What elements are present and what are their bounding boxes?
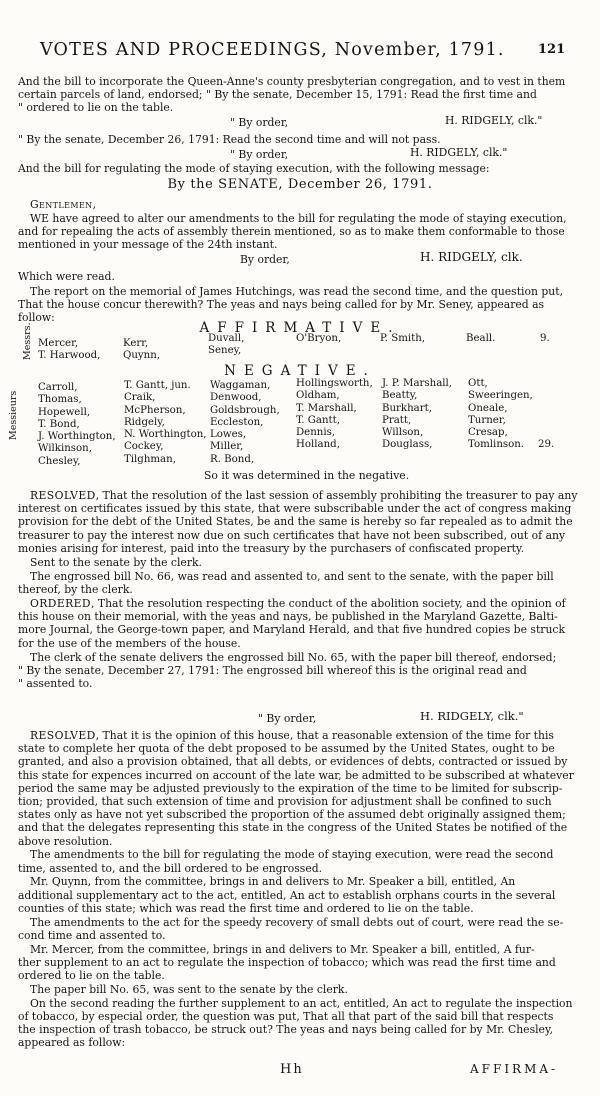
- line-text: Mr. Quynn, from the committee, brings in and delivers to Mr. Speaker a bill, entitled, An: [30, 875, 516, 889]
- line-text: this house on their memorial, with the yeas and nays, be published in the Maryland Gazette, Balti-: [18, 610, 558, 624]
- page-footer: [0, 1062, 600, 1082]
- text-line: [18, 1036, 588, 1049]
- member-name: Duvall,: [208, 333, 245, 344]
- text-line: [18, 755, 588, 768]
- line-text: , That it is the opinion of this house, that a reasonable extension of the time for this: [95, 729, 554, 742]
- member-name: Turner,: [468, 414, 506, 426]
- by-order: " By order,: [258, 712, 317, 725]
- line-text: period the same may be adjusted previously to the expiration of the time to be limited for subscrip-: [18, 781, 563, 795]
- line-text: The engrossed bill No. 66, was read and assented to, and sent to the senate, with the paper bill: [30, 569, 554, 583]
- vote-column: [382, 378, 452, 452]
- messrs-label: Messrs.: [22, 322, 33, 360]
- text-line: [18, 902, 588, 915]
- member-name: P. Smith,: [380, 333, 426, 344]
- text-line: That the house concur therewith? The yeas and nays being called for by Mr. Seney, appeared as: [18, 298, 545, 311]
- member-name: T. Marshall,: [296, 402, 357, 414]
- text-line: [18, 821, 588, 834]
- member-name: Burkhart,: [382, 402, 432, 414]
- vote-column: [296, 333, 341, 345]
- vote-total: [540, 333, 550, 345]
- text-line: [18, 1010, 588, 1023]
- text-line: [30, 875, 588, 888]
- text-line: " By the senate, December 26, 1791: Read the second time and will not pass.: [18, 133, 441, 146]
- member-name: Thomas,: [38, 394, 82, 406]
- text-line: and for repealing the acts of assembly therein mentioned, so as to make them conformable to those: [18, 225, 565, 238]
- text-line: [18, 529, 588, 542]
- vote-column: [466, 333, 495, 345]
- vote-count: [538, 403, 554, 415]
- line-text: interest on certificates issued by this state, that were subscribable under the act of congress making: [18, 502, 572, 516]
- member-name: T. Bond,: [38, 418, 80, 430]
- running-header: [0, 40, 600, 66]
- member-name: Holland,: [296, 439, 340, 451]
- text-line: And the bill to incorporate the Queen-Anne's county presbyterian congregation, and to vest in them: [18, 75, 566, 88]
- vote-count: 9.: [540, 333, 550, 344]
- text-line: [18, 583, 588, 596]
- member-name: Lowes,: [210, 429, 247, 441]
- vote-result: So it was determined in the negative.: [204, 469, 410, 482]
- text-line: [18, 502, 588, 515]
- text-line: [30, 983, 588, 996]
- clerk-signature: H. RIDGELY, clk.: [420, 251, 523, 264]
- text-line: [18, 929, 588, 942]
- member-name: Oldham,: [296, 390, 340, 402]
- member-name: Hopewell,: [38, 406, 91, 418]
- member-name: Cresap,: [468, 427, 508, 439]
- member-name: J. Worthington,: [38, 431, 116, 443]
- vote-column: [124, 380, 207, 466]
- vote-column: [210, 380, 280, 466]
- line-text: provision for the debt of the United States, be and the same is hereby so far repealed as to admit the: [18, 515, 573, 529]
- vote-count: [538, 390, 554, 402]
- clerk-signature: H. RIDGELY, clk.": [420, 710, 524, 723]
- line-text: " By the senate, December 27, 1791: The engrossed bill whereof this is the original read and: [18, 663, 527, 677]
- by-order: By order,: [240, 253, 290, 266]
- line-text: states only as have not yet subscribed the proportion of the assumed debt originally assigned them;: [18, 808, 566, 822]
- text-line: WE have agreed to alter our amendments to the bill for regulating the mode of staying execution,: [30, 212, 567, 225]
- text-line: [18, 515, 588, 528]
- text-line: [30, 651, 588, 664]
- text-line: [30, 729, 588, 742]
- text-line: [18, 956, 588, 969]
- text-line: mentioned in your message of the 24th instant.: [18, 238, 278, 251]
- vote-column: [468, 378, 533, 452]
- line-text: state to complete her quota of the debt proposed to be assumed by the United States, ought to be: [18, 742, 555, 756]
- member-name: T. Gantt, jun.: [124, 380, 191, 391]
- catchword: AFFIRMA-: [470, 1062, 559, 1076]
- line-text: appeared as follow:: [18, 1036, 126, 1050]
- text-line: [18, 782, 588, 795]
- clerk-signature: H. RIDGELY, clk.": [445, 114, 543, 127]
- member-name: Chesley,: [38, 455, 81, 467]
- text-line: [30, 489, 588, 502]
- clerk-signature: H. RIDGELY, clk.": [410, 146, 508, 159]
- member-name: Mercer,: [38, 338, 79, 349]
- member-name: Craik,: [124, 392, 156, 404]
- line-text: granted, and also a provision obtained, that all debts, or evidences of debts, contracted or issued by: [18, 755, 568, 769]
- line-text: The amendments to the bill for regulating the mode of staying execution, were read the second: [30, 848, 554, 862]
- resolution-headword: RESOLVED: [30, 489, 96, 502]
- member-name: Kerr,: [123, 338, 149, 349]
- salutation: Gentlemen,: [30, 198, 97, 211]
- line-text: of tobacco, by especial order, the question was put, That all that part of the said bill that respects: [18, 1009, 554, 1023]
- member-name: Cockey,: [124, 441, 164, 453]
- member-name: Oneale,: [468, 402, 508, 414]
- negative-heading: NEGATIVE.: [224, 363, 376, 379]
- member-name: Ridgely,: [124, 416, 165, 428]
- text-line: " ordered to lie on the table.: [18, 101, 174, 114]
- vote-count: [538, 378, 554, 390]
- member-name: R. Bond,: [210, 453, 255, 465]
- vote-total: [538, 378, 554, 452]
- resolution-headword: ORDERED: [30, 597, 91, 610]
- text-line: [30, 997, 588, 1010]
- member-name: O'Bryon,: [296, 333, 342, 344]
- text-line: [18, 808, 588, 821]
- text-line: [30, 570, 588, 583]
- vote-column: [38, 338, 100, 363]
- line-text: The paper bill No. 65, was sent to the senate by the clerk.: [30, 982, 348, 996]
- member-name: McPherson,: [124, 404, 186, 416]
- line-text: ther supplement to an act to regulate the inspection of tobacco; which was read the first time and: [18, 955, 556, 969]
- line-text: and that the delegates representing this state in the congress of the United States be notified of the: [18, 821, 568, 835]
- line-text: On the second reading the further supplement to an act, entitled, An act to regulate the inspection: [30, 996, 573, 1010]
- member-name: Beall.: [466, 333, 496, 344]
- vote-count: 29.: [538, 439, 555, 451]
- text-line: [18, 664, 588, 677]
- line-text: this state for expences incurred on account of the late war, be admitted to be subscribed at whatever: [18, 768, 574, 782]
- text-line: And the bill for regulating the mode of staying execution, with the following message:: [18, 162, 490, 175]
- messieurs-label: Messieurs: [8, 390, 19, 440]
- resolution-headword: RESOLVED: [30, 729, 96, 742]
- line-text: treasurer to pay the interest now due on such certificates that have not been subscribed, out of any: [18, 528, 566, 542]
- text-line: [18, 742, 588, 755]
- by-order: " By order,: [230, 148, 289, 161]
- by-order: " By order,: [230, 116, 289, 129]
- line-text: cond time and assented to.: [18, 928, 166, 942]
- text-line: The report on the memorial of James Hutchings, was read the second time, and the question put,: [30, 285, 564, 298]
- text-line: [18, 542, 588, 555]
- member-name: Waggaman,: [210, 380, 271, 391]
- affirmative-heading: AFFIRMATIVE.: [199, 320, 401, 336]
- text-line: [18, 889, 588, 902]
- line-text: Sent to the senate by the clerk.: [30, 555, 202, 569]
- text-line: [30, 597, 588, 610]
- signature-mark: Hh: [280, 1062, 304, 1077]
- member-name: Wilkinson,: [38, 443, 92, 455]
- member-name: Seney,: [208, 345, 242, 357]
- member-name: Sweeringen,: [468, 390, 533, 402]
- member-name: Eccleston,: [210, 416, 264, 428]
- text-line: [30, 848, 588, 861]
- line-text: time, assented to, and the bill ordered to be engrossed.: [18, 861, 323, 875]
- line-text: for the use of the members of the house.: [18, 636, 241, 650]
- text-line: [18, 862, 588, 875]
- vote-column: [38, 382, 116, 468]
- vote-column: [123, 338, 160, 363]
- line-text: above resolution.: [18, 834, 113, 848]
- text-line: [18, 677, 588, 690]
- member-name: Denwood,: [210, 392, 262, 404]
- member-name: Willson,: [382, 427, 424, 439]
- member-name: Quynn,: [123, 350, 161, 362]
- line-text: tion; provided, that such extension of time and provision for adjustment shall be confined to such: [18, 795, 552, 808]
- line-text: the inspection of trash tobacco, be struck out? The yeas and nays being called for by Mr. Chesley,: [18, 1023, 554, 1036]
- member-name: Hollingsworth,: [296, 378, 373, 389]
- vote-column: [380, 333, 425, 345]
- line-text: The amendments to the act for the speedy recovery of small debts out of court, were read the se-: [30, 915, 564, 929]
- text-line: certain parcels of land, endorsed; " By the senate, December 15, 1791: Read the first time and: [18, 88, 537, 101]
- text-line: follow:: [18, 311, 55, 324]
- line-text: , That the resolution respecting the conduct of the abolition society, and the opinion of: [91, 597, 566, 610]
- member-name: Douglass,: [382, 439, 433, 451]
- vote-column: [296, 378, 373, 452]
- text-line: [18, 610, 588, 623]
- line-text: , That the resolution of the last session of assembly prohibiting the treasurer to pay any: [95, 489, 578, 502]
- member-name: N. Worthington,: [124, 429, 207, 441]
- member-name: Goldsbrough,: [210, 404, 280, 416]
- line-text: ordered to lie on the table.: [18, 969, 165, 982]
- member-name: Carroll,: [38, 382, 78, 393]
- member-name: J. P. Marshall,: [382, 378, 453, 389]
- member-name: Ott,: [468, 378, 488, 389]
- vote-column: [208, 333, 244, 358]
- text-line: [30, 943, 588, 956]
- member-name: Dennis,: [296, 427, 336, 439]
- member-name: Miller,: [210, 441, 244, 453]
- text-line: [18, 1023, 588, 1036]
- line-text: monies arising for interest, paid into the treasury by the purchasers of confiscated property.: [18, 541, 525, 555]
- line-text: " assented to.: [18, 677, 93, 690]
- text-line: [18, 769, 588, 782]
- text-line: [18, 623, 588, 636]
- text-line: [30, 556, 588, 569]
- member-name: Tilghman,: [124, 453, 176, 465]
- line-text: Mr. Mercer, from the committee, brings in and delivers to Mr. Speaker a bill, entitled, A fur-: [30, 942, 535, 956]
- text-line: [30, 916, 588, 929]
- text-line: [18, 969, 588, 982]
- page-title: VOTES AND PROCEEDINGS, November, 1791.: [40, 40, 505, 60]
- message-heading: By the SENATE, December 26, 1791.: [167, 178, 433, 191]
- text-line: Which were read.: [18, 270, 115, 283]
- line-text: additional supplementary act to the act, entitled, An act to establish orphans courts in the several: [18, 888, 556, 902]
- line-text: The clerk of the senate delivers the engrossed bill No. 65, with the paper bill thereof, endorsed;: [30, 650, 557, 664]
- member-name: Tomlinson.: [468, 439, 525, 451]
- line-text: more Journal, the George-town paper, and Maryland Herald, and that five hundred copies be struck: [18, 623, 565, 637]
- member-name: Beatty,: [382, 390, 418, 402]
- member-name: Pratt,: [382, 414, 412, 426]
- line-text: thereof, by the clerk.: [18, 583, 133, 596]
- text-line: [18, 637, 588, 650]
- text-line: [18, 835, 588, 848]
- vote-count: [538, 427, 554, 439]
- page-number: 121: [538, 42, 566, 57]
- line-text: counties of this state; which was read the first time and ordered to lie on the table.: [18, 901, 474, 915]
- member-name: T. Gantt,: [296, 414, 340, 426]
- member-name: T. Harwood,: [38, 350, 101, 362]
- vote-count: [538, 415, 554, 427]
- text-line: [18, 795, 588, 808]
